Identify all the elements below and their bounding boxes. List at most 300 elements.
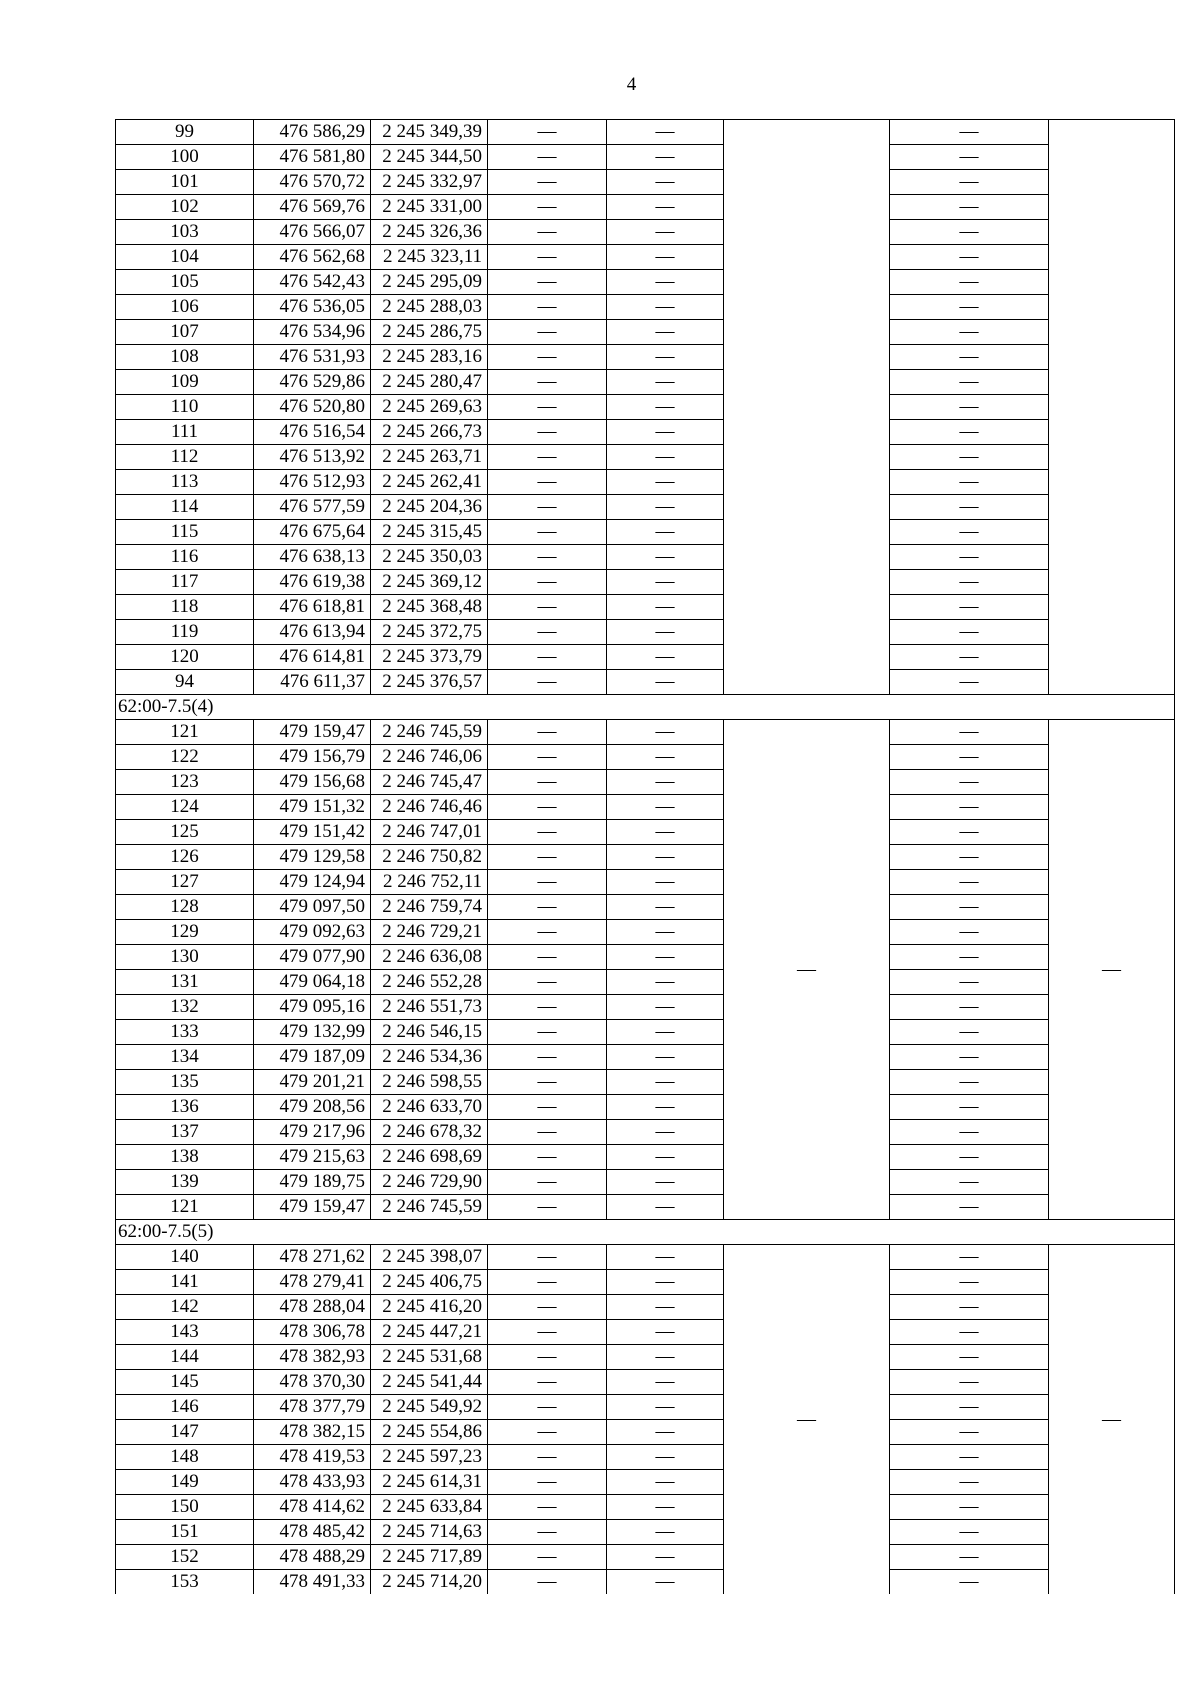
dash-cell: — bbox=[607, 970, 724, 995]
table-row bbox=[116, 1445, 1175, 1470]
dash-cell: — bbox=[607, 1345, 724, 1370]
dash-cell: — bbox=[607, 420, 724, 445]
y-coordinate-cell: 2 245 262,41 bbox=[371, 470, 488, 495]
dash-cell: — bbox=[890, 1495, 1049, 1520]
point-number-cell: 123 bbox=[116, 770, 254, 795]
dash-cell: — bbox=[607, 745, 724, 770]
point-number-cell: 117 bbox=[116, 570, 254, 595]
dash-cell: — bbox=[488, 1345, 607, 1370]
x-coordinate-cell: 476 638,13 bbox=[254, 545, 371, 570]
dash-cell: — bbox=[488, 1470, 607, 1495]
dash-cell: — bbox=[488, 1120, 607, 1145]
y-coordinate-cell: 2 245 714,20 bbox=[371, 1570, 488, 1595]
dash-cell: — bbox=[488, 920, 607, 945]
point-number-cell: 121 bbox=[116, 1195, 254, 1220]
dash-cell: — bbox=[890, 1195, 1049, 1220]
dash-cell: — bbox=[488, 470, 607, 495]
point-number-cell: 135 bbox=[116, 1070, 254, 1095]
y-coordinate-cell: 2 245 331,00 bbox=[371, 195, 488, 220]
point-number-cell: 114 bbox=[116, 495, 254, 520]
dash-cell: — bbox=[488, 620, 607, 645]
dash-cell: — bbox=[890, 495, 1049, 520]
y-coordinate-cell: 2 245 614,31 bbox=[371, 1470, 488, 1495]
y-coordinate-cell: 2 245 398,07 bbox=[371, 1245, 488, 1270]
point-number-cell: 108 bbox=[116, 345, 254, 370]
dash-cell: — bbox=[607, 395, 724, 420]
y-coordinate-cell: 2 245 204,36 bbox=[371, 495, 488, 520]
dash-cell: — bbox=[890, 520, 1049, 545]
y-coordinate-cell: 2 246 698,69 bbox=[371, 1145, 488, 1170]
dash-cell: — bbox=[607, 795, 724, 820]
x-coordinate-cell: 476 520,80 bbox=[254, 395, 371, 420]
dash-cell: — bbox=[890, 270, 1049, 295]
dash-cell: — bbox=[607, 270, 724, 295]
dash-cell: — bbox=[890, 1270, 1049, 1295]
dash-cell: — bbox=[607, 170, 724, 195]
dash-cell: — bbox=[890, 1295, 1049, 1320]
y-coordinate-cell: 2 245 269,63 bbox=[371, 395, 488, 420]
dash-cell: — bbox=[488, 845, 607, 870]
x-coordinate-cell: 476 516,54 bbox=[254, 420, 371, 445]
point-number-cell: 134 bbox=[116, 1045, 254, 1070]
x-coordinate-cell: 476 577,59 bbox=[254, 495, 371, 520]
dash-cell: — bbox=[488, 145, 607, 170]
dash-cell: — bbox=[890, 320, 1049, 345]
dash-cell: — bbox=[488, 1395, 607, 1420]
dash-cell: — bbox=[488, 520, 607, 545]
y-coordinate-cell: 2 245 549,92 bbox=[371, 1395, 488, 1420]
point-number-cell: 100 bbox=[116, 145, 254, 170]
dash-cell: — bbox=[488, 645, 607, 670]
point-number-cell: 129 bbox=[116, 920, 254, 945]
table-row bbox=[116, 570, 1175, 595]
dash-cell: — bbox=[488, 1545, 607, 1570]
dash-cell: — bbox=[488, 670, 607, 695]
x-coordinate-cell: 478 433,93 bbox=[254, 1470, 371, 1495]
dash-cell: — bbox=[488, 970, 607, 995]
dash-cell: — bbox=[890, 545, 1049, 570]
dash-cell: — bbox=[607, 845, 724, 870]
table-row bbox=[116, 795, 1175, 820]
y-coordinate-cell: 2 246 745,59 bbox=[371, 1195, 488, 1220]
point-number-cell: 147 bbox=[116, 1420, 254, 1445]
x-coordinate-cell: 478 271,62 bbox=[254, 1245, 371, 1270]
x-coordinate-cell: 476 619,38 bbox=[254, 570, 371, 595]
y-coordinate-cell: 2 245 344,50 bbox=[371, 145, 488, 170]
table-row bbox=[116, 1395, 1175, 1420]
dash-cell: — bbox=[890, 1045, 1049, 1070]
dash-cell: — bbox=[607, 195, 724, 220]
x-coordinate-cell: 476 536,05 bbox=[254, 295, 371, 320]
point-number-cell: 144 bbox=[116, 1345, 254, 1370]
table-row bbox=[116, 370, 1175, 395]
y-coordinate-cell: 2 245 350,03 bbox=[371, 545, 488, 570]
dash-cell: — bbox=[890, 170, 1049, 195]
point-number-cell: 109 bbox=[116, 370, 254, 395]
dash-cell: — bbox=[607, 1570, 724, 1595]
y-coordinate-cell: 2 245 368,48 bbox=[371, 595, 488, 620]
dash-cell: — bbox=[607, 1470, 724, 1495]
dash-cell: — bbox=[890, 1170, 1049, 1195]
dash-cell: — bbox=[890, 120, 1049, 145]
dash-cell: — bbox=[488, 595, 607, 620]
dash-cell: — bbox=[890, 370, 1049, 395]
merged-cell bbox=[724, 120, 890, 695]
dash-cell: — bbox=[607, 245, 724, 270]
point-number-cell: 99 bbox=[116, 120, 254, 145]
point-number-cell: 141 bbox=[116, 1270, 254, 1295]
section-header-row bbox=[116, 695, 1175, 720]
dash-cell: — bbox=[488, 1195, 607, 1220]
point-number-cell: 122 bbox=[116, 745, 254, 770]
point-number-cell: 103 bbox=[116, 220, 254, 245]
dash-cell: — bbox=[607, 945, 724, 970]
table-row bbox=[116, 395, 1175, 420]
y-coordinate-cell: 2 245 286,75 bbox=[371, 320, 488, 345]
dash-cell: — bbox=[607, 1245, 724, 1270]
x-coordinate-cell: 478 382,93 bbox=[254, 1345, 371, 1370]
x-coordinate-cell: 476 569,76 bbox=[254, 195, 371, 220]
table-row bbox=[116, 1195, 1175, 1220]
dash-cell: — bbox=[890, 645, 1049, 670]
table-row bbox=[116, 220, 1175, 245]
table-row bbox=[116, 445, 1175, 470]
dash-cell: — bbox=[488, 745, 607, 770]
y-coordinate-cell: 2 245 266,73 bbox=[371, 420, 488, 445]
table-row bbox=[116, 495, 1175, 520]
point-number-cell: 116 bbox=[116, 545, 254, 570]
y-coordinate-cell: 2 245 597,23 bbox=[371, 1445, 488, 1470]
point-number-cell: 124 bbox=[116, 795, 254, 820]
dash-cell: — bbox=[890, 720, 1049, 745]
table-row bbox=[116, 995, 1175, 1020]
dash-cell: — bbox=[890, 220, 1049, 245]
dash-cell: — bbox=[488, 1495, 607, 1520]
dash-cell: — bbox=[890, 420, 1049, 445]
table-row bbox=[116, 1370, 1175, 1395]
table-row bbox=[116, 1545, 1175, 1570]
x-coordinate-cell: 479 151,42 bbox=[254, 820, 371, 845]
y-coordinate-cell: 2 246 750,82 bbox=[371, 845, 488, 870]
y-coordinate-cell: 2 245 406,75 bbox=[371, 1270, 488, 1295]
table-row bbox=[116, 1320, 1175, 1345]
x-coordinate-cell: 476 614,81 bbox=[254, 645, 371, 670]
x-coordinate-cell: 479 159,47 bbox=[254, 720, 371, 745]
table-row bbox=[116, 545, 1175, 570]
y-coordinate-cell: 2 245 283,16 bbox=[371, 345, 488, 370]
point-number-cell: 139 bbox=[116, 1170, 254, 1195]
dash-cell: — bbox=[607, 1520, 724, 1545]
table-row bbox=[116, 1245, 1175, 1270]
dash-cell: — bbox=[607, 570, 724, 595]
y-coordinate-cell: 2 246 745,47 bbox=[371, 770, 488, 795]
dash-cell: — bbox=[488, 270, 607, 295]
dash-cell: — bbox=[488, 770, 607, 795]
dash-cell: — bbox=[607, 1545, 724, 1570]
x-coordinate-cell: 476 531,93 bbox=[254, 345, 371, 370]
point-number-cell: 121 bbox=[116, 720, 254, 745]
dash-cell: — bbox=[488, 820, 607, 845]
x-coordinate-cell: 479 156,68 bbox=[254, 770, 371, 795]
dash-cell: — bbox=[890, 1395, 1049, 1420]
x-coordinate-cell: 478 419,53 bbox=[254, 1445, 371, 1470]
point-number-cell: 120 bbox=[116, 645, 254, 670]
point-number-cell: 115 bbox=[116, 520, 254, 545]
dash-cell: — bbox=[607, 320, 724, 345]
dash-cell: — bbox=[607, 1170, 724, 1195]
dash-cell: — bbox=[890, 395, 1049, 420]
dash-cell: — bbox=[488, 795, 607, 820]
x-coordinate-cell: 479 064,18 bbox=[254, 970, 371, 995]
x-coordinate-cell: 479 095,16 bbox=[254, 995, 371, 1020]
dash-cell: — bbox=[607, 1445, 724, 1470]
table-row bbox=[116, 820, 1175, 845]
table-row bbox=[116, 845, 1175, 870]
dash-cell: — bbox=[890, 595, 1049, 620]
table-row bbox=[116, 520, 1175, 545]
dash-cell: — bbox=[607, 1145, 724, 1170]
dash-cell: — bbox=[890, 570, 1049, 595]
point-number-cell: 128 bbox=[116, 895, 254, 920]
dash-cell: — bbox=[488, 370, 607, 395]
point-number-cell: 132 bbox=[116, 995, 254, 1020]
x-coordinate-cell: 479 156,79 bbox=[254, 745, 371, 770]
dash-cell: — bbox=[607, 995, 724, 1020]
table-row bbox=[116, 745, 1175, 770]
dash-cell: — bbox=[607, 595, 724, 620]
y-coordinate-cell: 2 245 295,09 bbox=[371, 270, 488, 295]
dash-cell: — bbox=[890, 295, 1049, 320]
dash-cell: — bbox=[607, 870, 724, 895]
y-coordinate-cell: 2 246 759,74 bbox=[371, 895, 488, 920]
table-row bbox=[116, 270, 1175, 295]
x-coordinate-cell: 479 187,09 bbox=[254, 1045, 371, 1070]
dash-cell: — bbox=[890, 1520, 1049, 1545]
dash-cell: — bbox=[607, 1070, 724, 1095]
section-title: 62:00-7.5(5) bbox=[116, 1220, 1175, 1245]
y-coordinate-cell: 2 246 747,01 bbox=[371, 820, 488, 845]
x-coordinate-cell: 479 201,21 bbox=[254, 1070, 371, 1095]
y-coordinate-cell: 2 245 554,86 bbox=[371, 1420, 488, 1445]
dash-cell: — bbox=[607, 670, 724, 695]
y-coordinate-cell: 2 246 633,70 bbox=[371, 1095, 488, 1120]
x-coordinate-cell: 478 382,15 bbox=[254, 1420, 371, 1445]
y-coordinate-cell: 2 246 546,15 bbox=[371, 1020, 488, 1045]
y-coordinate-cell: 2 246 534,36 bbox=[371, 1045, 488, 1070]
y-coordinate-cell: 2 245 416,20 bbox=[371, 1295, 488, 1320]
dash-cell: — bbox=[890, 820, 1049, 845]
y-coordinate-cell: 2 246 745,59 bbox=[371, 720, 488, 745]
table-row bbox=[116, 1420, 1175, 1445]
table-row bbox=[116, 345, 1175, 370]
table-row bbox=[116, 1520, 1175, 1545]
dash-cell: — bbox=[607, 345, 724, 370]
x-coordinate-cell: 479 217,96 bbox=[254, 1120, 371, 1145]
table-row bbox=[116, 1045, 1175, 1070]
dash-cell: — bbox=[890, 1370, 1049, 1395]
dash-cell: — bbox=[890, 995, 1049, 1020]
dash-cell: — bbox=[890, 1145, 1049, 1170]
dash-cell: — bbox=[607, 220, 724, 245]
table-row bbox=[116, 1295, 1175, 1320]
table-row bbox=[116, 770, 1175, 795]
dash-cell: — bbox=[607, 445, 724, 470]
dash-cell: — bbox=[488, 870, 607, 895]
dash-cell: — bbox=[488, 1045, 607, 1070]
dash-cell: — bbox=[488, 995, 607, 1020]
table-row bbox=[116, 295, 1175, 320]
dash-cell: — bbox=[488, 245, 607, 270]
point-number-cell: 110 bbox=[116, 395, 254, 420]
point-number-cell: 148 bbox=[116, 1445, 254, 1470]
point-number-cell: 136 bbox=[116, 1095, 254, 1120]
point-number-cell: 131 bbox=[116, 970, 254, 995]
y-coordinate-cell: 2 245 315,45 bbox=[371, 520, 488, 545]
y-coordinate-cell: 2 245 280,47 bbox=[371, 370, 488, 395]
x-coordinate-cell: 476 618,81 bbox=[254, 595, 371, 620]
point-number-cell: 101 bbox=[116, 170, 254, 195]
y-coordinate-cell: 2 245 717,89 bbox=[371, 1545, 488, 1570]
table-row bbox=[116, 970, 1175, 995]
dash-cell: — bbox=[607, 1095, 724, 1120]
x-coordinate-cell: 478 377,79 bbox=[254, 1395, 371, 1420]
x-coordinate-cell: 476 675,64 bbox=[254, 520, 371, 545]
dash-cell: — bbox=[890, 345, 1049, 370]
point-number-cell: 126 bbox=[116, 845, 254, 870]
point-number-cell: 113 bbox=[116, 470, 254, 495]
dash-cell: — bbox=[890, 1245, 1049, 1270]
x-coordinate-cell: 479 129,58 bbox=[254, 845, 371, 870]
dash-cell: — bbox=[488, 120, 607, 145]
point-number-cell: 106 bbox=[116, 295, 254, 320]
table-row bbox=[116, 595, 1175, 620]
dash-cell: — bbox=[488, 1270, 607, 1295]
table-row bbox=[116, 1570, 1175, 1595]
dash-cell: — bbox=[890, 945, 1049, 970]
table-row bbox=[116, 1170, 1175, 1195]
point-number-cell: 112 bbox=[116, 445, 254, 470]
x-coordinate-cell: 478 370,30 bbox=[254, 1370, 371, 1395]
y-coordinate-cell: 2 245 288,03 bbox=[371, 295, 488, 320]
x-coordinate-cell: 479 151,32 bbox=[254, 795, 371, 820]
y-coordinate-cell: 2 246 636,08 bbox=[371, 945, 488, 970]
dash-cell: — bbox=[488, 1170, 607, 1195]
point-number-cell: 125 bbox=[116, 820, 254, 845]
dash-cell: — bbox=[488, 395, 607, 420]
table-row bbox=[116, 170, 1175, 195]
dash-cell: — bbox=[890, 1070, 1049, 1095]
dash-cell: — bbox=[488, 1420, 607, 1445]
dash-cell: — bbox=[607, 520, 724, 545]
x-coordinate-cell: 476 611,37 bbox=[254, 670, 371, 695]
dash-cell: — bbox=[607, 1395, 724, 1420]
table-row bbox=[116, 1345, 1175, 1370]
dash-cell: — bbox=[890, 970, 1049, 995]
dash-cell: — bbox=[488, 220, 607, 245]
dash-cell: — bbox=[890, 620, 1049, 645]
dash-cell: — bbox=[488, 1445, 607, 1470]
dash-cell: — bbox=[607, 1195, 724, 1220]
dash-cell: — bbox=[890, 470, 1049, 495]
dash-cell: — bbox=[607, 895, 724, 920]
table-row bbox=[116, 920, 1175, 945]
point-number-cell: 104 bbox=[116, 245, 254, 270]
dash-cell: — bbox=[607, 1320, 724, 1345]
dash-cell: — bbox=[607, 645, 724, 670]
dash-cell: — bbox=[607, 1120, 724, 1145]
dash-cell: — bbox=[890, 245, 1049, 270]
y-coordinate-cell: 2 245 332,97 bbox=[371, 170, 488, 195]
merged-cell bbox=[1049, 120, 1175, 695]
y-coordinate-cell: 2 246 746,06 bbox=[371, 745, 488, 770]
x-coordinate-cell: 478 485,42 bbox=[254, 1520, 371, 1545]
dash-cell: — bbox=[607, 1045, 724, 1070]
y-coordinate-cell: 2 246 551,73 bbox=[371, 995, 488, 1020]
point-number-cell: 119 bbox=[116, 620, 254, 645]
point-number-cell: 107 bbox=[116, 320, 254, 345]
table-row bbox=[116, 645, 1175, 670]
dash-cell: — bbox=[488, 495, 607, 520]
x-coordinate-cell: 476 581,80 bbox=[254, 145, 371, 170]
y-coordinate-cell: 2 245 326,36 bbox=[371, 220, 488, 245]
dash-cell: — bbox=[488, 895, 607, 920]
table-row bbox=[116, 1120, 1175, 1145]
dash-cell: — bbox=[488, 1070, 607, 1095]
point-number-cell: 146 bbox=[116, 1395, 254, 1420]
dash-cell: — bbox=[890, 745, 1049, 770]
table-row bbox=[116, 1070, 1175, 1095]
dash-cell: — bbox=[488, 320, 607, 345]
dash-cell: — bbox=[890, 445, 1049, 470]
dash-cell: — bbox=[488, 945, 607, 970]
dash-cell: — bbox=[890, 145, 1049, 170]
dash-cell: — bbox=[890, 1545, 1049, 1570]
page-number: 4 bbox=[626, 74, 637, 95]
dash-cell: — bbox=[607, 145, 724, 170]
table-row bbox=[116, 670, 1175, 695]
point-number-cell: 111 bbox=[116, 420, 254, 445]
dash-cell: — bbox=[488, 1520, 607, 1545]
x-coordinate-cell: 478 306,78 bbox=[254, 1320, 371, 1345]
x-coordinate-cell: 476 566,07 bbox=[254, 220, 371, 245]
dash-cell: — bbox=[607, 820, 724, 845]
x-coordinate-cell: 479 092,63 bbox=[254, 920, 371, 945]
x-coordinate-cell: 478 279,41 bbox=[254, 1270, 371, 1295]
table-row bbox=[116, 1495, 1175, 1520]
table-row bbox=[116, 420, 1175, 445]
x-coordinate-cell: 479 124,94 bbox=[254, 870, 371, 895]
y-coordinate-cell: 2 245 323,11 bbox=[371, 245, 488, 270]
point-number-cell: 142 bbox=[116, 1295, 254, 1320]
x-coordinate-cell: 479 097,50 bbox=[254, 895, 371, 920]
y-coordinate-cell: 2 245 372,75 bbox=[371, 620, 488, 645]
dash-cell: — bbox=[607, 770, 724, 795]
y-coordinate-cell: 2 245 531,68 bbox=[371, 1345, 488, 1370]
x-coordinate-cell: 476 542,43 bbox=[254, 270, 371, 295]
dash-cell: — bbox=[890, 1470, 1049, 1495]
dash-cell: — bbox=[607, 295, 724, 320]
dash-cell: — bbox=[607, 495, 724, 520]
table-row bbox=[116, 1095, 1175, 1120]
dash-cell: — bbox=[607, 1370, 724, 1395]
dash-cell: — bbox=[607, 1270, 724, 1295]
dash-cell: — bbox=[607, 920, 724, 945]
point-number-cell: 133 bbox=[116, 1020, 254, 1045]
x-coordinate-cell: 479 077,90 bbox=[254, 945, 371, 970]
y-coordinate-cell: 2 245 369,12 bbox=[371, 570, 488, 595]
x-coordinate-cell: 478 414,62 bbox=[254, 1495, 371, 1520]
table-row bbox=[116, 1020, 1175, 1045]
